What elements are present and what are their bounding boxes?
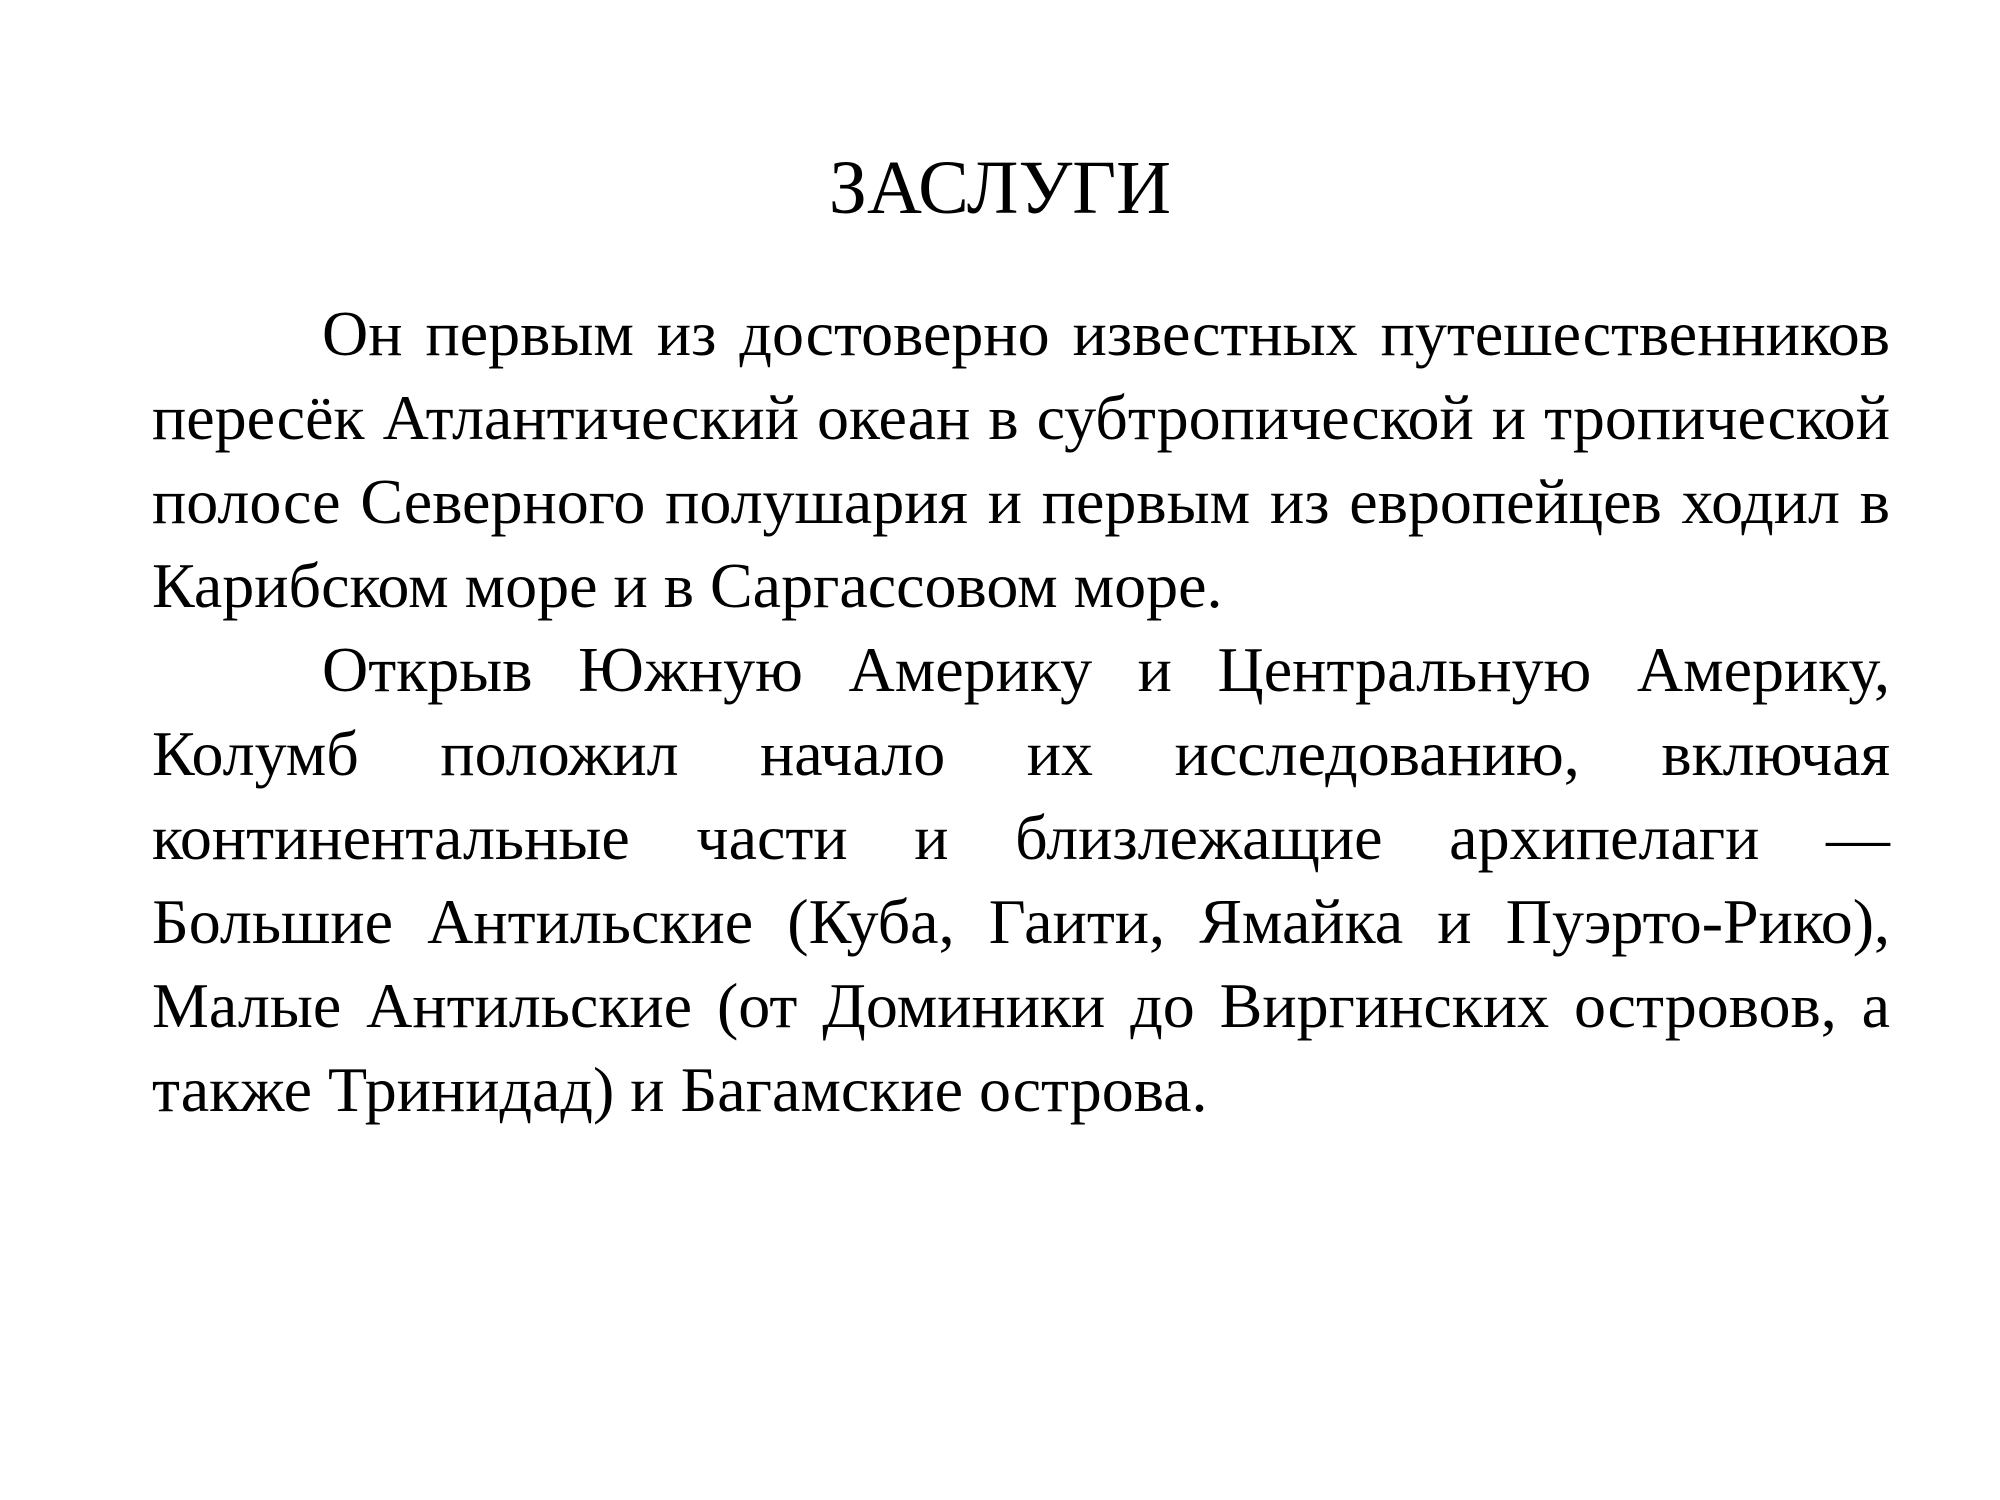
- slide-title: ЗАСЛУГИ: [828, 146, 1172, 230]
- paragraph-2: Открыв Южную Америку и Центральную Америку, Колумб положил начало их исследованию, включая континентальные части и близлежащие архипелаги — Большие Антильские (Куба, Гаити, Ямайка и Пуэрто-Рико), Малые Антильские (от Доминики до Виргинских островов, а также Тринидад) и Багамские острова.: [152, 634, 1890, 1125]
- paragraph-1: Он первым из достоверно известных путешественников пересёк Атлантический океан в субтропической и тропической полосе Северного полушария и первым из европейцев ходил в Карибском море и в Саргассовом море.: [152, 298, 1890, 621]
- slide-body: [152, 292, 1890, 1132]
